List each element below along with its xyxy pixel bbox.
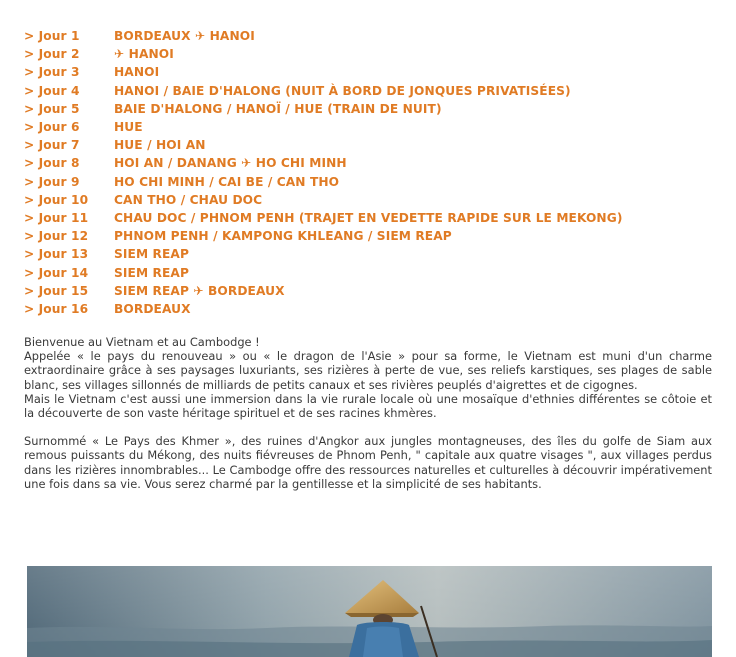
itinerary-row: [24, 245, 724, 263]
itinerary-route: HOI AN / DANANG ✈ HO CHI MINH: [114, 156, 347, 171]
itinerary-row: [24, 27, 724, 45]
itinerary-route: SIEM REAP: [114, 247, 189, 262]
itinerary-row: [24, 136, 724, 154]
itinerary-row: [24, 118, 724, 136]
itinerary-day: > Jour 6: [24, 120, 80, 135]
itinerary-route: CAN THO / CHAU DOC: [114, 192, 263, 207]
itinerary-route: BORDEAUX ✈ HANOI: [114, 29, 255, 44]
travel-photo: [27, 566, 712, 657]
itinerary-row: [24, 82, 724, 100]
itinerary-route: BAIE D'HALONG / HANOÏ / HUE (TRAIN DE NUIT): [114, 101, 442, 116]
itinerary-day: > Jour 11: [24, 210, 89, 225]
itinerary-day: > Jour 5: [24, 101, 80, 116]
itinerary-day: > Jour 13: [24, 247, 89, 262]
itinerary-route: HO CHI MINH / CAI BE / CAN THO: [114, 174, 340, 189]
itinerary-route: HANOI: [114, 65, 160, 80]
itinerary-route: SIEM REAP ✈ BORDEAUX: [114, 283, 285, 298]
itinerary-list: [24, 27, 724, 318]
intro-section: [24, 335, 712, 491]
itinerary-row: [24, 173, 724, 191]
welcome-text: Bienvenue au Vietnam et au Cambodge !: [24, 335, 260, 349]
itinerary-day: > Jour 3: [24, 65, 80, 80]
itinerary-row: [24, 263, 724, 281]
itinerary-route: SIEM REAP: [114, 265, 189, 280]
itinerary-day: > Jour 15: [24, 283, 89, 298]
itinerary-route: ✈ HANOI: [114, 47, 174, 62]
itinerary-row: [24, 63, 724, 81]
itinerary-day: > Jour 8: [24, 156, 80, 171]
itinerary-route: PHNOM PENH / KAMPONG KHLEANG / SIEM REAP: [114, 229, 452, 244]
itinerary-route: BORDEAUX: [114, 301, 191, 316]
itinerary-day: > Jour 16: [24, 301, 89, 316]
itinerary-day: > Jour 10: [24, 192, 89, 207]
itinerary-route: HANOI / BAIE D'HALONG (NUIT À BORD DE JONQUES PRIVATISÉES): [114, 83, 571, 98]
itinerary-row: [24, 100, 724, 118]
itinerary-row: [24, 227, 724, 245]
itinerary-row: [24, 282, 724, 300]
itinerary-route: HUE: [114, 120, 143, 135]
itinerary-route: CHAU DOC / PHNOM PENH (TRAJET EN VEDETTE RAPIDE SUR LE MEKONG): [114, 210, 623, 225]
itinerary-day: > Jour 9: [24, 174, 80, 189]
vietnam-description: Appelée « le pays du renouveau » ou « le dragon de l'Asie » pour sa forme, le Vietnam est muni d'un charme extraordinaire grâce à ses paysages luxuriants, ses rizières à perte de vue, ses reliefs karstiques, ses plages de sable blanc, ses villages sillonnés de milliards de petits canaux et ses rivières peuplés d'aigrettes et de cigognes.: [24, 349, 712, 392]
vietnam-rural-description: Mais le Vietnam c'est aussi une immersion dans la vie rurale locale où une mosaïque d'ethnies différentes se côtoie et la découverte de son vaste héritage spirituel et de ses racines khmères.: [24, 391, 712, 421]
itinerary-row: [24, 191, 724, 209]
itinerary-route: HUE / HOI AN: [114, 138, 206, 153]
itinerary-row: [24, 300, 724, 318]
itinerary-row: [24, 209, 724, 227]
itinerary-day: > Jour 7: [24, 138, 80, 153]
itinerary-day: > Jour 14: [24, 265, 89, 280]
itinerary-day: > Jour 12: [24, 229, 89, 244]
itinerary-day: > Jour 4: [24, 83, 80, 98]
itinerary-day: > Jour 1: [24, 29, 80, 44]
itinerary-row: [24, 45, 724, 63]
itinerary-day: > Jour 2: [24, 47, 80, 62]
cambodia-description: Surnommé « Le Pays des Khmer », des ruines d'Angkor aux jungles montagneuses, des îles du golfe de Siam aux remous puissants du Mékong, des nuits fiévreuses de Phnom Penh, " capitale aux quatre visages ", aux villages perdus dans les rizières innombrables... Le Cambodge offre des ressources naturelles et culturelles à découvrir impérativement une fois dans sa vie. Vous serez charmé par la gentillesse et la simplicité de ses habitants.: [24, 434, 712, 491]
boatwoman-conical-hat-photo: [27, 566, 712, 657]
itinerary-row: [24, 154, 724, 172]
